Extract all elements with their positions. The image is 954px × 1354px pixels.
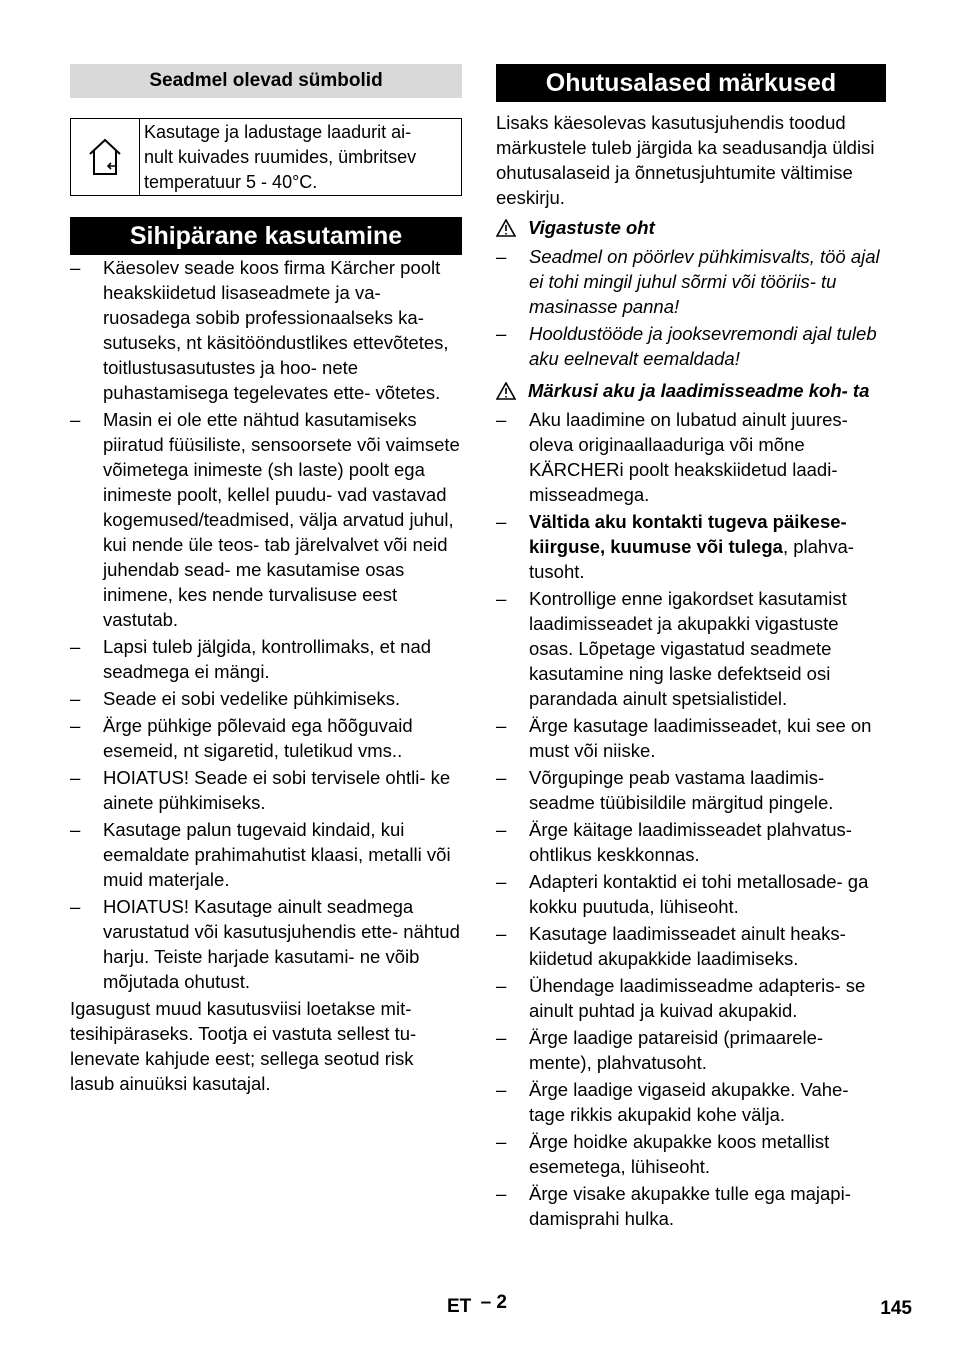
warning-heading (496, 377, 886, 407)
safety-title: Ohutusalased märkused (496, 64, 886, 102)
list-item: – Käesolev seade koos firma Kärcher poolt heakskiidetud lisaseadmete ja va- ruosadega sobib professionaalseks ka- sutuseks, nt käsitööndustlikes ettevõtetes, toitlustusasutustes ja hoo- nete puhastamisega tegelevates ette- võtetes. (70, 255, 462, 405)
list-item: – Ärge laadige patareisid (primaarele- mente), plahvatusoht. (496, 1025, 886, 1075)
warning-triangle-icon (496, 214, 520, 244)
list-item: – Ärge laadige vigaseid akupakke. Vahe- tage rikkis akupakid kohe välja. (496, 1077, 886, 1127)
list-item: – Seadmel on pöörlev pühkimisvalts, töö ajal ei tohi mingil juhul sõrmi või tööriis- tu masinasse panna! (496, 244, 886, 319)
intended-use-title: Sihipärane kasutamine (70, 217, 462, 255)
list-item: – Võrgupinge peab vastama laadimis- seadme tüübisildile märgitud pingele. (496, 765, 886, 815)
injury-warning-list (496, 244, 886, 371)
list-item: – Kasutage palun tugevaid kindaid, kui eemaldate prahimahutist klaasi, metalli või muid materjale. (70, 817, 462, 892)
list-item: – Lapsi tuleb jälgida, kontrollimaks, et nad seadmega ei mängi. (70, 634, 462, 684)
list-item: – Ärge käitage laadimisseadet plahvatus- ohtlikus keskkonnas. (496, 817, 886, 867)
warning-title: Märkusi aku ja laadimisseadme koh- ta (528, 380, 870, 401)
warning-triangle-icon (496, 377, 520, 407)
list-item (496, 509, 886, 584)
list-item: – Ärge pühkige põlevaid ega hõõguvaid esemeid, nt sigaretid, tuletikud vms.. (70, 713, 462, 763)
warning-suffix: , plahva- tusoht. (529, 536, 854, 582)
list-item: – Kasutage laadimisseadet ainult heaks- kiidetud akupakkide laadimiseks. (496, 921, 886, 971)
closing-paragraph: Igasugust muud kasutusviisi loetakse mit- tesihipäraseks. Tootja ei vastuta sellest tu- lenevate kahjude eest; sellega seotud risk lasub ainuüksi kasutajal. (70, 998, 417, 1094)
list-item: – Masin ei ole ette nähtud kasutamiseks piiratud füüsiliste, sensoorsete või vaimsete võimetega inimeste (sh laste) poolt ega inimeste poolt, kellel puudu- vad vastavad kogemused/teadmised, välja arvatud juhul, kui nende üle teos- tab järelvalvet või neid juhendab sead- me kasutamise osas inimene, kes nende turvalisuse eest vastutab. (70, 407, 462, 632)
list-item: – Ärge visake akupakke tulle ega majapi- damisprahi hulka. (496, 1181, 886, 1231)
right-column (496, 64, 886, 1233)
bold-warning-text: Vältida aku kontakti tugeva päikese- kiirguse, kuumuse või tulega (529, 511, 847, 557)
safety-intro: Lisaks käesolevas kasutusjuhendis toodud märkustele tuleb järgida ka seadusandja üldisi ohutusalaseid ja õnnetusjuhtumite vältimise eeskirju. (496, 112, 875, 208)
footer-language (447, 1292, 507, 1318)
list-item: – Aku laadimine on lubatud ainult juures- oleva originaallaaduriga või mõne KÄRCHERi poolt heakskiidetud laadi- misseadmega. (496, 407, 886, 507)
symbol-line: temperatuur 5 - 40°C. (144, 172, 318, 192)
symbol-line: Kasutage ja ladustage laadurit ai- (144, 122, 412, 142)
symbol-table (70, 118, 462, 196)
left-column (70, 64, 462, 1096)
list-item: – Seade ei sobi vedelike pühkimiseks. (70, 686, 462, 711)
list-item: – Ärge hoidke akupakke koos metallist esemetega, lühiseoht. (496, 1129, 886, 1179)
list-item: – Hooldustööde ja jooksevremondi ajal tuleb aku eelnevalt eemaldada! (496, 321, 886, 371)
warning-title: Vigastuste oht (528, 217, 655, 238)
list-item: – Adapteri kontaktid ei tohi metallosade- ga kokku puutuda, lühiseoht. (496, 869, 886, 919)
language-code: ET (447, 1296, 472, 1317)
list-item: – HOIATUS! Seade ei sobi tervisele ohtli- ke ainete pühkimiseks. (70, 765, 462, 815)
list-item: – HOIATUS! Kasutage ainult seadmega varustatud või kasutusjuhendis ette- nähtud harju. Teiste harjade kasutami- ne võib mõjutada ohutust. (70, 894, 462, 994)
list-item: – Kontrollige enne igakordset kasutamist laadimisseadet ja akupakki vigastuste osas. Lõpetage vigastatud seadmete kasutamine ning laske defektseid osi parandada ainult spetsialistidel. (496, 586, 886, 711)
page-number: 145 (880, 1298, 912, 1319)
symbol-description (140, 119, 420, 195)
battery-notes-list (496, 407, 886, 1231)
indoor-use-icon (71, 119, 140, 195)
list-item: – Ühendage laadimisseadme adapteris- se ainult puhtad ja kuivad akupakid. (496, 973, 886, 1023)
section-page: – 2 (480, 1292, 507, 1313)
symbols-heading: Seadmel olevad sümbolid (70, 64, 462, 98)
symbol-line: nult kuivades ruumides, ümbritsev (144, 147, 417, 167)
intended-use-list (70, 255, 462, 994)
warning-heading (496, 214, 886, 244)
list-item: – Ärge kasutage laadimisseadet, kui see on must või niiske. (496, 713, 886, 763)
